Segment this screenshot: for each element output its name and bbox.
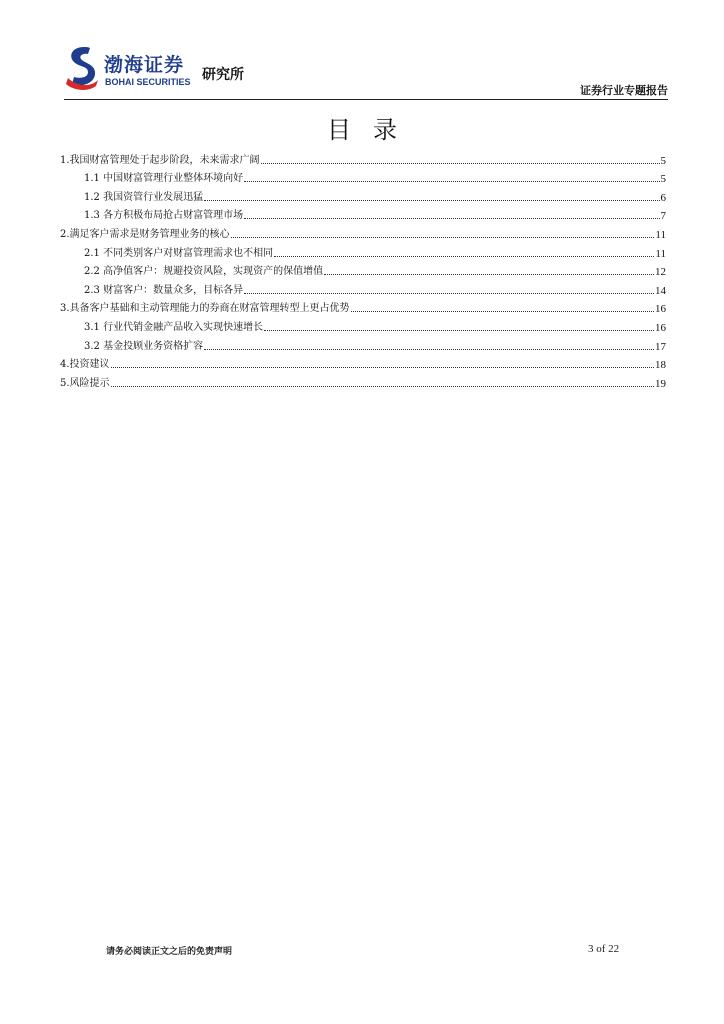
- toc-dot-leader: [324, 274, 654, 275]
- toc-page-number: 5: [660, 173, 666, 186]
- footer-page-indicator: 3 of 22: [588, 943, 620, 955]
- toc-page-number: 14: [655, 284, 666, 297]
- toc-entry[interactable]: [60, 222, 666, 241]
- toc-page-number: 11: [655, 228, 666, 241]
- toc-page-number: 7: [660, 210, 666, 223]
- table-of-contents: [60, 148, 666, 390]
- toc-entry-title: 1.1 中国财富管理行业整体环境向好: [84, 173, 244, 185]
- toc-page-number: 17: [655, 340, 666, 353]
- bohai-logo-icon: [64, 44, 100, 92]
- toc-page-number: 11: [655, 247, 666, 260]
- toc-page-number: 16: [655, 303, 666, 316]
- toc-entry[interactable]: [60, 241, 666, 260]
- institute-label: 研究所: [202, 67, 244, 83]
- toc-entry-title: 1.2 我国资管行业发展迅猛: [84, 191, 204, 203]
- toc-dot-leader: [204, 349, 654, 350]
- toc-dot-leader: [244, 181, 659, 182]
- toc-entry-title: 1.3 各方积极布局抢占财富管理市场: [84, 210, 244, 222]
- toc-page-number: 19: [655, 377, 666, 390]
- toc-entry[interactable]: [60, 148, 666, 167]
- toc-dot-leader: [111, 386, 654, 387]
- toc-entry[interactable]: [60, 334, 666, 353]
- toc-dot-leader: [244, 293, 654, 294]
- toc-page-number: 5: [660, 154, 666, 167]
- toc-dot-leader: [351, 311, 654, 312]
- toc-entry[interactable]: [60, 297, 666, 316]
- toc-entry[interactable]: [60, 260, 666, 279]
- toc-dot-leader: [231, 237, 655, 238]
- toc-entry[interactable]: [60, 204, 666, 223]
- toc-dot-leader: [274, 256, 654, 257]
- toc-page-number: 6: [660, 191, 666, 204]
- toc-entry[interactable]: [60, 315, 666, 334]
- toc-entry[interactable]: [60, 167, 666, 186]
- toc-dot-leader: [111, 367, 654, 368]
- report-type-label: 证券行业专题报告: [580, 84, 668, 97]
- toc-entry-title: 5.风险提示: [60, 377, 110, 389]
- toc-entry[interactable]: [60, 371, 666, 390]
- toc-entry-title: 1.我国财富管理处于起步阶段，未来需求广阔: [60, 154, 260, 166]
- header-divider: [64, 99, 668, 100]
- toc-entry-title: 2.3 财富客户：数量众多，目标各异: [84, 284, 244, 296]
- report-header: [64, 44, 668, 100]
- toc-page-number: 16: [655, 321, 666, 334]
- toc-entry[interactable]: [60, 278, 666, 297]
- toc-dot-leader: [244, 218, 659, 219]
- toc-entry-title: 3.1 行业代销金融产品收入实现快速增长: [84, 321, 264, 333]
- toc-entry-title: 2.1 不同类别客户对财富管理需求也不相同: [84, 247, 274, 259]
- toc-page-number: 12: [655, 266, 666, 279]
- toc-entry-title: 3.2 基金投顾业务资格扩容: [84, 340, 204, 352]
- toc-dot-leader: [204, 200, 659, 201]
- toc-entry-title: 2.满足客户需求是财务管理业务的核心: [60, 228, 230, 240]
- toc-entry-title: 4.投资建议: [60, 359, 110, 371]
- brand-name-cn: 渤海证券: [104, 54, 185, 76]
- footer-disclaimer: 请务必阅读正文之后的免责声明: [106, 947, 233, 957]
- toc-title: 目录: [327, 116, 419, 144]
- toc-dot-leader: [264, 330, 654, 331]
- brand-name-en: BOHAI SECURITIES: [105, 77, 191, 87]
- toc-entry[interactable]: [60, 185, 666, 204]
- toc-page-number: 18: [655, 359, 666, 372]
- toc-entry[interactable]: [60, 353, 666, 372]
- toc-entry-title: 3.具备客户基础和主动管理能力的券商在财富管理转型上更占优势: [60, 303, 350, 315]
- toc-dot-leader: [261, 163, 660, 164]
- toc-entry-title: 2.2 高净值客户：规避投资风险，实现资产的保值增值: [84, 266, 324, 278]
